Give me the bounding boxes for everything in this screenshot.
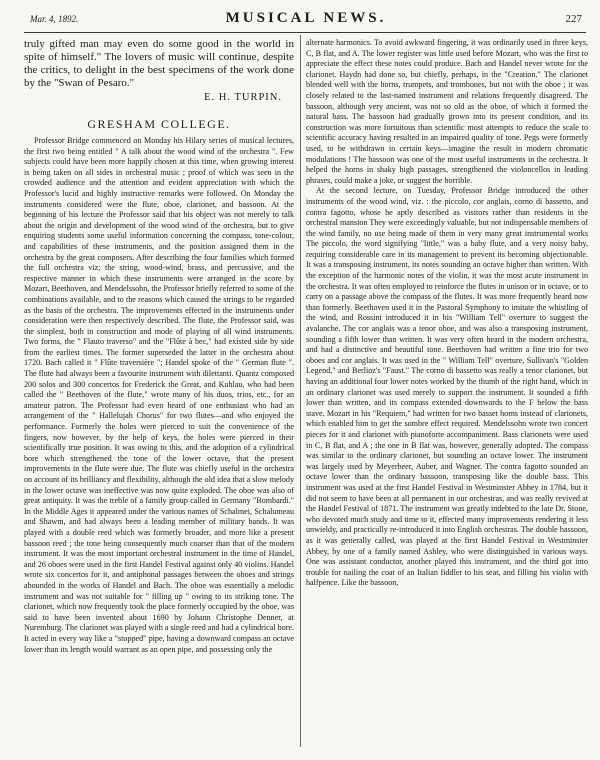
- column-divider: [300, 35, 301, 747]
- issue-date: Mar. 4, 1892.: [30, 14, 79, 24]
- right-column: [306, 38, 588, 756]
- continued-paragraph: alternate harmonics. To avoid awkward fingering, it was ordinarily used in three keys, C, B flat, and A. The lower register was little used before Mozart, who was the first to appreciate the effect these notes could produce. Bach and Handel never wrote for the clarionet. Haydn had done so, but chiefly, perhaps, in the "Creation." The clarionet blended well with the horns, trumpets, and trombones, but not with the oboe ; it was closely related to the last-named instrument and relations frequently disagreed. The bassoon, although very ancient, was not so old as the oboe, of which it formed the natural bass. The bassoon had gradually grown into its present condition, and its construction was more fortuitous than scientific most attempts to reduce the scale to scientific accuracy having resulted in an impaired quality of tone. Pegs were formerly used, to be withdrawn in certain keys—imagine the result in modern chromatic modulations ! The bassoon was one of the most useful instruments in the orchestra. It helped the horns in shaky high passages, strengthened the violoncellos in leading phrases, could make a joke, or suggest the horrible.: [306, 38, 588, 185]
- page-header: [30, 10, 582, 30]
- header-rule: [24, 32, 586, 33]
- second-lecture-paragraph: At the second lecture, on Tuesday, Professor Bridge introduced the other instruments of the wood wind, viz. : the piccolo, cor anglais, corno di bassetto, and contra fagotto, whose he aptly described as visitors rather than residents in the orchestral mansion They were exceedingly valuable, but not indispensable members of the wind family, no use being made of them in very many great instrumental works The piccolo, the word signifying "little," was a baby flute, and a very noisy baby, requiring considerable care in its management to prevent its becoming objectionable. It was a transposing instrument, its notes sounding an octave higher than written. With the exception of the harmonic notes of the violin, it was the most acute instrument in the orchestra. It was often employed to reinforce the flutes in unison or in octave, or to carry on a passage above the compass of the flutes. It was more frequently heard now than formerly. Beethoven used it in the Pastoral Symphony to imitate the whistling of the wind, and Rossini introduced it in his "William Tell" overture to suggest the avalanche. The cor anglais was a tenor oboe, and was also a transposing instrument, sounding a fifth lower than written. It was very often heard in the modern orchestra, and had a distinctive and beautiful tone. Beethoven had written a fine trio for two oboes and cor anglais. It was used in the " William Tell" overture, Sullivan's "Golden Legend," and Berlioz's "Faust." The corno di bassetto was really a tenor clarionet, but having an additional four lower notes worked by the thumb of the right hand, which in an ordinary clarionet was used merely to support the instrument. It sounded a fifth lower than written, and its compass extended downwards to the F below the bass stave. Mozart in his "Requiem," had written for two basset horns instead of clarionets, which enabled him to get the sombre effect required. Mendelssohn wrote two concert pieces for it and clarionet with pianoforte accompaniment. Bass clarionets were used in C, B flat, and A ; the one in B flat was, however, generally adopted. The compass was similar to the ordinary clarionet, but sounding an octave lower. The instrument was largely used by Meyerbeer, Auber, and Wagner. The contra fagotto sounded an octave lower than the ordinary bassoon, transposing like the double bass. This instrument was used at the first Handel Festival in Westminster Abbey in 1784, but it did not seem to have been at all permanent in our orchestras, and was really revived at the Handel Festival of 1871. The instrument was greatly indebted to the late Dr. Stone, who devoted much study and time to it, effected many improvements rendering it less unwieldy, and practically re-introduced it into English orchestras. The double bassoon, as it was generally called, was played at the first Handel Festival in Westminster Abbey, by one of a family named Ashley, who were distinguished in various ways. One was assistant conductor, another played this instrument, and the third got into trouble for nailing the coat of an Italian fiddler to his seat, and filling his violin with halfpence. Like the bassoon,: [306, 186, 588, 588]
- left-column: [24, 38, 294, 756]
- section-heading: GRESHAM COLLEGE.: [87, 117, 231, 131]
- lecture-report-paragraph: Professor Bridge commenced on Monday his Hilary series of musical lectures, the first two being entitled " A talk about the wood wind of the orchestra ". Few subjects could have been more happily chosen at this time, when growing interest is being taken on all sides in orchestral music ; proof of which was seen in the crowded audience and the attention and evident appreciation with which the Professor's lucid and highly instructive remarks were followed. On Monday the instruments considered were the flute, oboe, clarionet, and bassoon. At the beginning of his lecture the Professor said that his object was not merely to talk about the origin and development of the wood wind of the orchestra, but to give enquiring students some useful information concerning the compass, tone-colour, and capabilities of these instruments, and the position assigned them in the orchestra by the great composers. After describing the four families which formed the full orchestra viz; the string, wood-wind, brass, and percussive, and the respective manner in which these instruments were arranged in the score by Mozart, Beethoven, and Mendelssohn, the Professor briefly referred to some of the combinations available, and to the reasons which caused the strings to be regarded as the basis of the orchestra. The improvements effected in the instruments under consideration were then respectively described. The flute, the Professor said, was the simplest, both in construction and mode of playing of all wind instruments. Two forms, the " Flauto traverso" and the "Flûte à bec," had existed side by side from the earliest times. The former superseded the latter in the orchestra about 1720. Bach called it " Flûte traversière "; Handel spoke of the " German flute ". The flute had always been a favourite instrument with dilettanti. Quantz composed 200 solos and 300 concertos for Frederick the Great, and Kuhlau, who had been called the " Beethoven of the flute," wrote many of his duos, trios, etc., for an amateur patron. The Professor had even heard of one enthusiast who had an arrangement of the " Hallelujah Chorus" for two flutes—and who enjoyed the performance. Formerly the holes were pierced to suit the convenience of the fingers, now however, by the help of keys, the holes were pierced in their scientifically true position. It was owing to this, and the adoption of a cylindrical bore which strengthened the tone of the lower octave, that the present improvements in the flute were due. The flute was chiefly useful in the orchestra on account of its brilliancy and flexibility, although the old idea that a slow melody in the lower octave was ineffective was now quite exploded. The oboe was also of great antiquity. It was the treble of a family group called in Germany "Bombardi." In the Middle Ages it appeared under the various names of Schalmei, Schalumeau and Shawm, and had always been a leading member of military bands. It was played with a double reed which was formerly broader, and more like a present bassoon reed ; the tone being consequently much coarser than that of the modern instrument. It was the most important orchestral instrument in the time of Handel, and 26 oboes were used in the first Handel Festival against only 40 violins. Handel wrote six concertos for it, and antiphonal passages between the oboes and strings abounded in the works of Handel and Bach. The oboe was essentially a melodic instrument and was not suitable for " filling up " owing to its striking tone. The clarionet, which now frequently took the place formerly occupied by the oboe, was said to have been invented about 1690 by Johann Christophe Denner, at Nuremburg. The clarionet was played with a single reed and had a cylindrical bore. It acted in every way like a "stopped" pipe, having a downward compass an octave lower than its length would warrant as an open pipe, and possessing only the: [24, 136, 294, 654]
- publication-title: MUSICAL NEWS.: [225, 10, 387, 26]
- intro-paragraph: truly gifted man may even do some good in the world in spite of himself." The lovers of music will continue, despite the critics, to delight in the best specimens of the work done by the "Swan of Pesaro.": [24, 38, 294, 89]
- author-signature: E. H. TURPIN.: [204, 92, 282, 103]
- page-number: 227: [565, 13, 582, 25]
